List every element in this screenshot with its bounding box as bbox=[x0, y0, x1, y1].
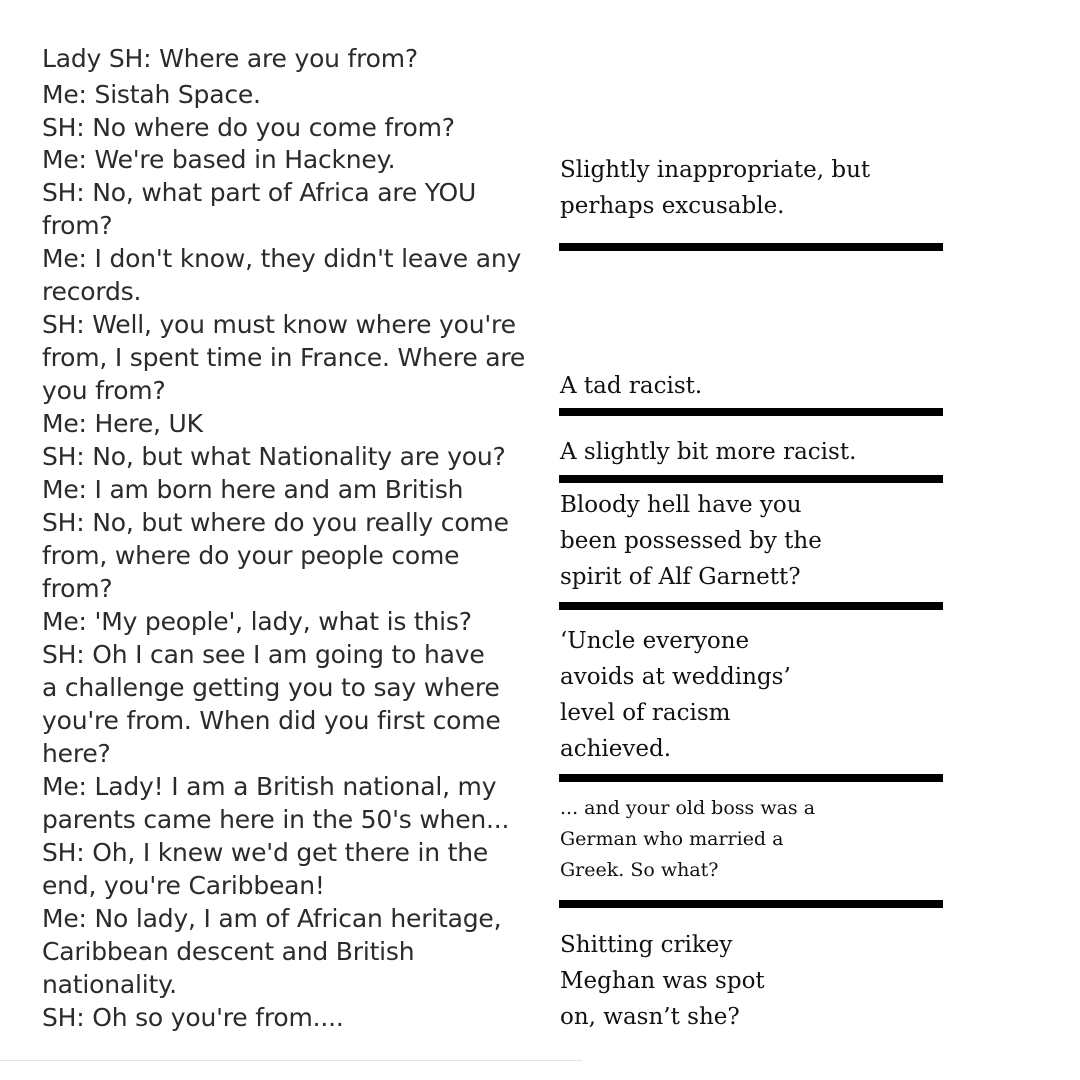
comment-line: ... and your old boss was a bbox=[560, 797, 816, 819]
comment-line: avoids at weddings’ bbox=[560, 664, 791, 690]
comment-line: A slightly bit more racist. bbox=[560, 439, 857, 465]
transcript-line: here? bbox=[42, 739, 111, 768]
comment-meghan-spot-on bbox=[560, 927, 765, 1035]
comment-line: A tad racist. bbox=[560, 373, 703, 399]
comment-line: Greek. So what? bbox=[560, 859, 719, 881]
transcript-line: Caribbean descent and British bbox=[42, 937, 415, 966]
transcript-line: SH: No, what part of Africa are YOU bbox=[42, 178, 477, 207]
comment-line: perhaps excusable. bbox=[560, 193, 785, 219]
comment-line: Shitting crikey bbox=[560, 932, 733, 958]
transcript-line: end, you're Caribbean! bbox=[42, 871, 325, 900]
divider-rule bbox=[559, 900, 943, 908]
transcript-line: Me: I am born here and am British bbox=[42, 475, 464, 504]
transcript-line: Me: 'My people', lady, what is this? bbox=[42, 607, 472, 636]
transcript-line: Me: Lady! I am a British national, my bbox=[42, 772, 497, 801]
comment-uncle-at-weddings bbox=[560, 623, 791, 767]
comment-line: been possessed by the bbox=[560, 528, 822, 554]
comment-line: German who married a bbox=[560, 828, 784, 850]
transcript-line: you're from. When did you first come bbox=[42, 706, 501, 735]
comment-slightly-inappropriate bbox=[560, 152, 870, 224]
transcript-line: SH: No, but where do you really come bbox=[42, 508, 509, 537]
transcript-line: you from? bbox=[42, 376, 166, 405]
transcript-line: SH: No, but what Nationality are you? bbox=[42, 442, 506, 471]
transcript-line: SH: Well, you must know where you're bbox=[42, 310, 516, 339]
comment-line: spirit of Alf Garnett? bbox=[560, 564, 801, 590]
transcript-line: Lady SH: Where are you from? bbox=[42, 44, 419, 73]
transcript-line: from, where do your people come bbox=[42, 541, 460, 570]
comment-tad-racist bbox=[560, 368, 702, 404]
transcript-line: from, I spent time in France. Where are bbox=[42, 343, 526, 372]
transcript-line: Me: Sistah Space. bbox=[42, 80, 261, 109]
comment-line: on, wasn’t she? bbox=[560, 1004, 740, 1030]
transcript-line: records. bbox=[42, 277, 142, 306]
divider-rule bbox=[559, 243, 943, 251]
comment-slightly-more-racist bbox=[560, 434, 856, 470]
transcript-line: parents came here in the 50's when... bbox=[42, 805, 510, 834]
divider-rule bbox=[559, 774, 943, 782]
transcript-line: SH: Oh, I knew we'd get there in the bbox=[42, 838, 489, 867]
comment-old-boss bbox=[560, 793, 815, 886]
transcript-line: SH: Oh so you're from.... bbox=[42, 1003, 344, 1032]
transcript-line: nationality. bbox=[42, 970, 177, 999]
comment-line: ‘Uncle everyone bbox=[560, 628, 750, 654]
comment-line: Bloody hell have you bbox=[560, 492, 802, 518]
transcript-line: Me: We're based in Hackney. bbox=[42, 145, 396, 174]
transcript-line: from? bbox=[42, 211, 113, 240]
comment-line: level of racism bbox=[560, 700, 731, 726]
transcript-line: SH: Oh I can see I am going to have bbox=[42, 640, 485, 669]
transcript-line: Me: No lady, I am of African heritage, bbox=[42, 904, 502, 933]
transcript-line: Me: Here, UK bbox=[42, 409, 203, 438]
transcript-line: from? bbox=[42, 574, 113, 603]
divider-rule bbox=[559, 475, 943, 483]
divider-rule bbox=[559, 408, 943, 416]
comment-line: achieved. bbox=[560, 736, 672, 762]
comment-alf-garnett bbox=[560, 487, 822, 595]
comment-line: Slightly inappropriate, but bbox=[560, 157, 871, 183]
transcript-line: a challenge getting you to say where bbox=[42, 673, 500, 702]
divider-rule bbox=[559, 602, 943, 610]
transcript-line: SH: No where do you come from? bbox=[42, 113, 455, 142]
transcript-line: Me: I don't know, they didn't leave any bbox=[42, 244, 522, 273]
comment-line: Meghan was spot bbox=[560, 968, 765, 994]
